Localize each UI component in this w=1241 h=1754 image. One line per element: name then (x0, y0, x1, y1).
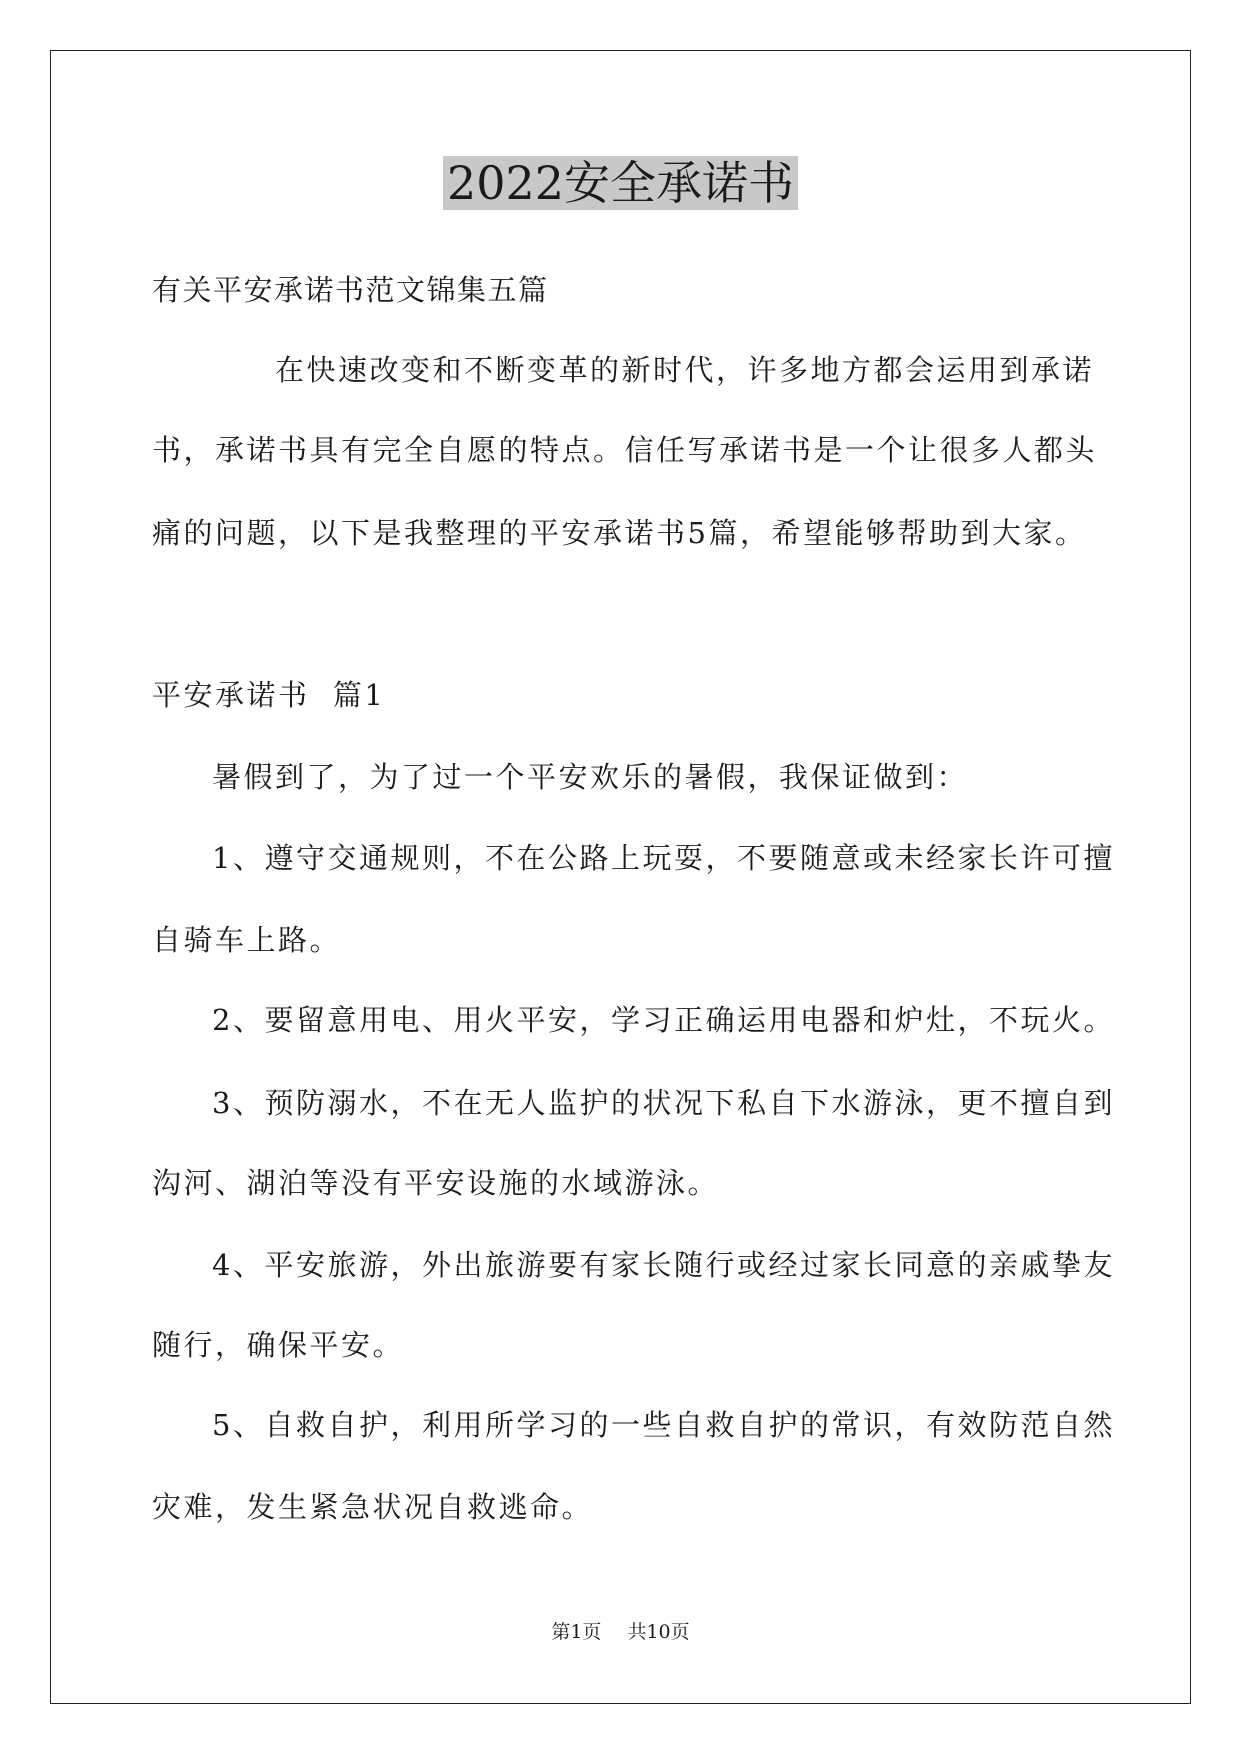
item-1-line-2: 自骑车上路。 (152, 923, 342, 957)
page-footer (0, 1620, 1241, 1644)
item-4-line-1: 4、平安旅游，外出旅游要有家长随行或经过家长同意的亲戚挚友 (212, 1248, 1115, 1282)
item-5-line-1: 5、自救自护，利用所学习的一些自救自护的常识，有效防范自然 (212, 1408, 1115, 1442)
intro-line-3: 痛的问题，以下是我整理的平安承诺书5篇，希望能够帮助到大家。 (152, 516, 1087, 550)
item-3-line-1: 3、预防溺水，不在无人监护的状况下私自下水游泳，更不擅自到 (212, 1086, 1115, 1120)
paragraph-line: 暑假到了，为了过一个平安欢乐的暑假，我保证做到： (212, 760, 969, 794)
document-title: 2022安全承诺书 (0, 153, 1241, 213)
intro-line-2: 书，承诺书具有完全自愿的特点。信任写承诺书是一个让很多人都头 (152, 433, 1098, 467)
item-4-line-2: 随行，确保平安。 (152, 1328, 405, 1362)
item-3-line-2: 沟河、湖泊等没有平安设施的水域游泳。 (152, 1166, 720, 1200)
item-5-line-2: 灾难，发生紧急状况自救逃命。 (152, 1490, 594, 1524)
section-heading: 平安承诺书 篇1 (152, 678, 386, 712)
intro-line-1: 在快速改变和不断变革的新时代，许多地方都会运用到承诺 (275, 353, 1095, 387)
item-2-line-1: 2、要留意用电、用火平安，学习正确运用电器和炉灶，不玩火。 (212, 1003, 1115, 1037)
page-total: 共10页 (627, 1621, 690, 1643)
subtitle: 有关平安承诺书范文锦集五篇 (152, 273, 549, 307)
item-1-line-1: 1、遵守交通规则，不在公路上玩耍，不要随意或未经家长许可擅 (212, 841, 1115, 875)
page-number: 第1页 (551, 1621, 602, 1643)
